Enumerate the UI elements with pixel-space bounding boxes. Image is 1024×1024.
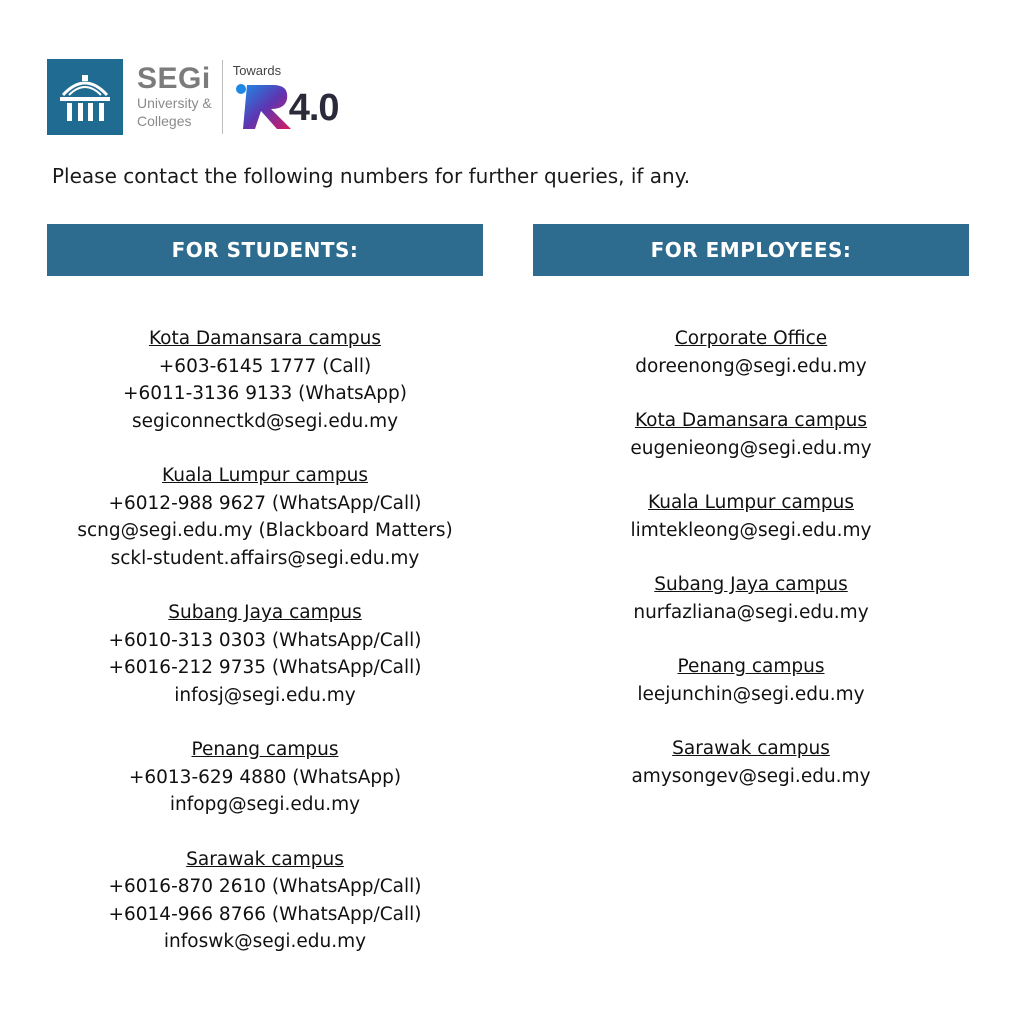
contact-email[interactable]: doreenong@segi.edu.my xyxy=(635,355,867,377)
campus-name: Kota Damansara campus xyxy=(148,328,382,349)
contact-phone: +6016-870 2610 (WhatsApp/Call) xyxy=(108,876,422,897)
segi-sub-line2: Colleges xyxy=(137,113,192,129)
contact-email[interactable]: sckl-student.affairs@segi.edu.my xyxy=(110,547,420,569)
contact-email[interactable]: limtekleong@segi.edu.my xyxy=(630,519,872,541)
contact-email[interactable]: scng@segi.edu.my (Blackboard Matters) xyxy=(77,520,453,541)
students-heading: FOR STUDENTS: xyxy=(47,224,483,276)
intro-text: Please contact the following numbers for further queries, if any. xyxy=(52,164,691,188)
contact-whatsapp: +6013-629 4880 (WhatsApp) xyxy=(128,766,402,788)
campus-name: Sarawak campus xyxy=(672,738,830,759)
segi-name: SEGi xyxy=(137,62,211,95)
contact-whatsapp: +6011-3136 9133 (WhatsApp) xyxy=(122,383,407,404)
contact-phone: +6014-966 8766 (WhatsApp/Call) xyxy=(108,903,422,925)
employee-campus-kuala-lumpur xyxy=(533,489,969,544)
student-campus-kota-damansara xyxy=(47,325,483,435)
ir40-logo xyxy=(233,59,353,135)
campus-name: Penang campus xyxy=(191,739,339,760)
campus-name: Kota Damansara campus xyxy=(634,410,868,431)
contact-phone: +603-6145 1777 (Call) xyxy=(158,355,372,377)
student-campus-sarawak xyxy=(47,846,483,956)
student-campus-penang xyxy=(47,736,483,819)
ir-version: 4.0 xyxy=(288,87,339,129)
campus-name: Corporate Office xyxy=(674,328,828,349)
header-logos xyxy=(47,58,353,136)
logo-divider xyxy=(222,60,223,134)
contact-email[interactable]: infoswk@segi.edu.my xyxy=(163,931,367,952)
students-column xyxy=(47,325,483,983)
contact-email[interactable]: amysongev@segi.edu.my xyxy=(631,765,871,787)
student-campus-kuala-lumpur xyxy=(47,462,483,572)
contact-email[interactable]: nurfazliana@segi.edu.my xyxy=(633,601,869,623)
contact-phone: +6012-988 9627 (WhatsApp/Call) xyxy=(108,492,422,514)
employees-heading: FOR EMPLOYEES: xyxy=(533,224,969,276)
building-icon xyxy=(47,59,123,135)
student-campus-subang-jaya xyxy=(47,599,483,709)
employee-campus-subang-jaya xyxy=(533,571,969,626)
contact-email[interactable]: infosj@segi.edu.my xyxy=(174,684,356,706)
contact-email[interactable]: eugenieong@segi.edu.my xyxy=(630,437,872,459)
contact-email[interactable]: infopg@segi.edu.my xyxy=(169,794,361,815)
employee-campus-sarawak xyxy=(533,735,969,790)
campus-name: Kuala Lumpur campus xyxy=(648,492,854,513)
campus-name: Subang Jaya campus xyxy=(168,602,362,623)
contact-phone: +6016-212 9735 (WhatsApp/Call) xyxy=(108,657,422,678)
contact-phone: +6010-313 0303 (WhatsApp/Call) xyxy=(108,629,422,651)
campus-name: Sarawak campus xyxy=(186,848,344,870)
towards-label: Towards xyxy=(232,63,282,78)
employee-corporate-office xyxy=(533,325,969,380)
segi-wordmark xyxy=(137,59,212,135)
employees-column xyxy=(533,325,969,817)
segi-logo-icon xyxy=(47,59,123,135)
employee-campus-penang xyxy=(533,653,969,708)
employee-campus-kota-damansara xyxy=(533,407,969,462)
campus-name: Subang Jaya campus xyxy=(654,574,848,595)
campus-name: Kuala Lumpur campus xyxy=(162,465,368,486)
campus-name: Penang campus xyxy=(677,656,825,677)
segi-sub-line1: University & xyxy=(137,95,212,111)
contact-email[interactable]: segiconnectkd@segi.edu.my xyxy=(131,410,399,432)
contact-email[interactable]: leejunchin@segi.edu.my xyxy=(637,683,865,705)
